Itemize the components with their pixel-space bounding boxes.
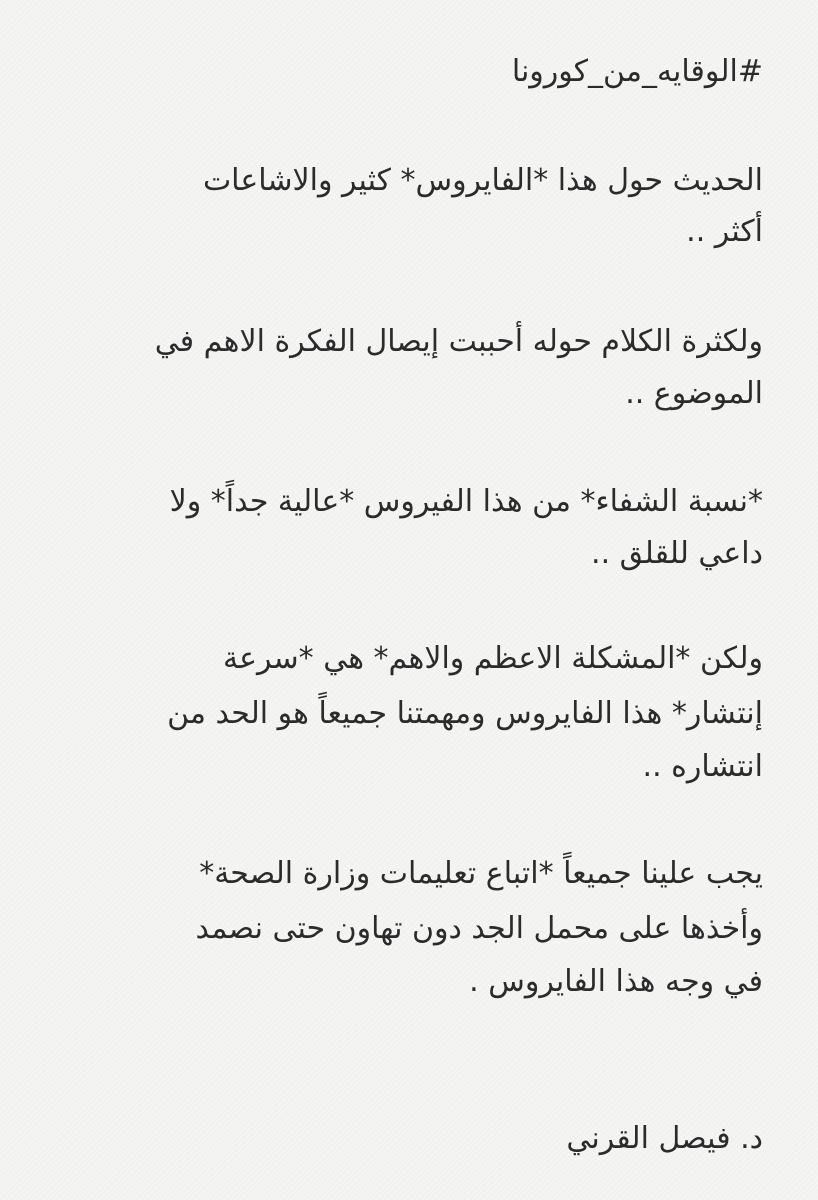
paragraph-3-line-2: داعي للقلق .. bbox=[591, 536, 763, 571]
paragraph-2-line-1: ولكثرة الكلام حوله أحببت إيصال الفكرة الاهم في bbox=[154, 324, 763, 359]
paragraph-5-line-2: وأخذها على محمل الجد دون تهاون حتى نصمد bbox=[195, 911, 763, 946]
signature: د. فيصل القرني bbox=[566, 1121, 763, 1156]
paragraph-4-line-3: انتشاره .. bbox=[642, 749, 763, 784]
paragraph-4-line-2: إنتشار* هذا الفايروس ومهمتنا جميعاً هو الحد من bbox=[167, 696, 763, 731]
hashtag-heading: #الوقايه_من_كورونا bbox=[511, 54, 763, 89]
paragraph-1-line-1: الحديث حول هذا *الفايروس* كثير والاشاعات bbox=[202, 163, 763, 198]
paragraph-5-line-1: يجب علينا جميعاً *اتباع تعليمات وزارة الصحة* bbox=[199, 856, 763, 891]
paragraph-1-line-2: أكثر .. bbox=[686, 214, 763, 249]
paragraph-2-line-2: الموضوع .. bbox=[625, 376, 763, 411]
paragraph-3-line-1: *نسبة الشفاء* من هذا الفيروس *عالية جداً* ولا bbox=[169, 484, 763, 519]
paragraph-4-line-1: ولكن *المشكلة الاعظم والاهم* هي *سرعة bbox=[222, 641, 763, 676]
paragraph-5-line-3: في وجه هذا الفايروس . bbox=[469, 964, 763, 999]
